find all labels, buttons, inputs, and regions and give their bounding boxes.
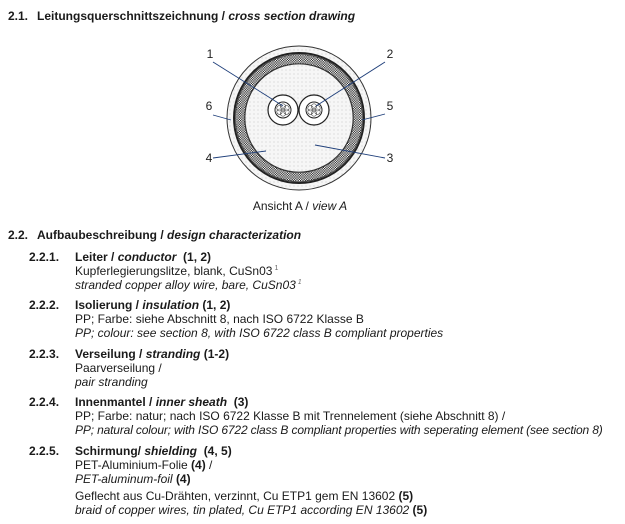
section-number: 2.1. [8, 9, 29, 23]
section-title-en: design characterization [167, 228, 302, 242]
callout-3: 3 [386, 151, 394, 165]
title-refs: (4, 5) [203, 444, 232, 458]
braid-de-ref: (5) [398, 489, 414, 503]
title-separator: / [157, 228, 168, 242]
title-de: Leiter [75, 250, 108, 264]
section-number: 2.2. [8, 228, 29, 242]
item-2-2-1-de [75, 264, 278, 278]
section-title-de: Aufbaubeschreibung [37, 228, 158, 242]
title-de: Innenmantel [75, 395, 146, 409]
footnote-ref: 1 [297, 279, 302, 286]
caption-separator: / [302, 199, 313, 213]
foil-en-ref: (4) [175, 472, 191, 486]
caption-de: Ansicht A [252, 199, 303, 213]
title-de: Verseilung [75, 347, 136, 361]
title-refs: (1, 2) [183, 250, 212, 264]
item-2-2-3-en: pair stranding [75, 375, 148, 389]
title-en: stranding [145, 347, 201, 361]
braid-de: Geflecht aus Cu-Drähten, verzinnt, Cu ETP1 gem EN 13602 [75, 489, 396, 503]
title-de: Schirmung [75, 444, 138, 458]
item-2-2-5-braid-en [75, 503, 427, 517]
callout-1: 1 [206, 47, 214, 61]
cable-cross-section-drawing [0, 0, 625, 200]
item-2-2-1-title: Leiter / conductor (1, 2) [75, 250, 212, 264]
item-2-2-3-de: Paarverseilung / [75, 361, 162, 375]
drawing-caption [0, 199, 600, 213]
title-refs: (1, 2) [202, 298, 231, 312]
foil-en: PET-aluminum-foil [75, 472, 173, 486]
item-2-2-4-number: 2.2.4. [29, 395, 60, 409]
item-2-2-4-title: Innenmantel / inner sheath (3) [75, 395, 249, 409]
section-title-de: Leitungsquerschnittszeichnung [37, 9, 219, 23]
item-2-2-5-braid-de [75, 489, 413, 503]
foil-de-tail: / [205, 458, 213, 472]
item-2-2-5-foil-en [75, 472, 191, 486]
item-2-2-2-title: Isolierung / insulation (1, 2) [75, 298, 231, 312]
title-refs: (1-2) [203, 347, 230, 361]
callout-5: 5 [386, 99, 394, 113]
core-right [299, 95, 329, 125]
title-en: conductor [117, 250, 177, 264]
braid-en-ref: (5) [412, 503, 428, 517]
title-refs: (3) [233, 395, 249, 409]
desc-en: stranded copper alloy wire, bare, CuSn03 [75, 278, 296, 292]
title-en: insulation [142, 298, 200, 312]
item-2-2-5-number: 2.2.5. [29, 444, 60, 458]
item-2-2-2-de: PP; Farbe: siehe Abschnitt 8, nach ISO 6722 Klasse B [75, 312, 364, 326]
callout-4: 4 [205, 151, 213, 165]
inner-sheath [245, 64, 353, 172]
title-en: shielding [144, 444, 198, 458]
item-2-2-4-de: PP; Farbe: natur; nach ISO 6722 Klasse B mit Trennelement (siehe Abschnitt 8) / [75, 409, 506, 423]
callout-2: 2 [386, 47, 394, 61]
desc-de: Kupferlegierungslitze, blank, CuSn03 [75, 264, 273, 278]
braid-en: braid of copper wires, tin plated, Cu ETP1 according EN 13602 [75, 503, 410, 517]
section-title-en: cross section drawing [228, 9, 356, 23]
item-2-2-5-foil-de [75, 458, 212, 472]
item-2-2-3-title: Verseilung / stranding (1-2) [75, 347, 230, 361]
item-2-2-5-title: Schirmung/ shielding (4, 5) [75, 444, 232, 458]
title-separator: / [218, 9, 229, 23]
item-2-2-3-number: 2.2.3. [29, 347, 60, 361]
title-de: Isolierung [75, 298, 133, 312]
foil-de: PET-Aluminium-Folie [75, 458, 188, 472]
foil-de-ref: (4) [191, 458, 206, 472]
item-2-2-2-en: PP; colour: see section 8, with ISO 6722 class B compliant properties [75, 326, 444, 340]
item-2-2-1-number: 2.2.1. [29, 250, 60, 264]
footnote-ref: 1 [274, 265, 279, 272]
item-2-2-2-number: 2.2.2. [29, 298, 60, 312]
title-en: inner sheath [155, 395, 228, 409]
item-2-2-4-en: PP; natural colour; with ISO 6722 class B compliant properties with seperating element (see section 8) [75, 423, 603, 437]
callout-6: 6 [205, 99, 213, 113]
item-2-2-1-en [75, 278, 302, 292]
caption-en: view A [312, 199, 348, 213]
